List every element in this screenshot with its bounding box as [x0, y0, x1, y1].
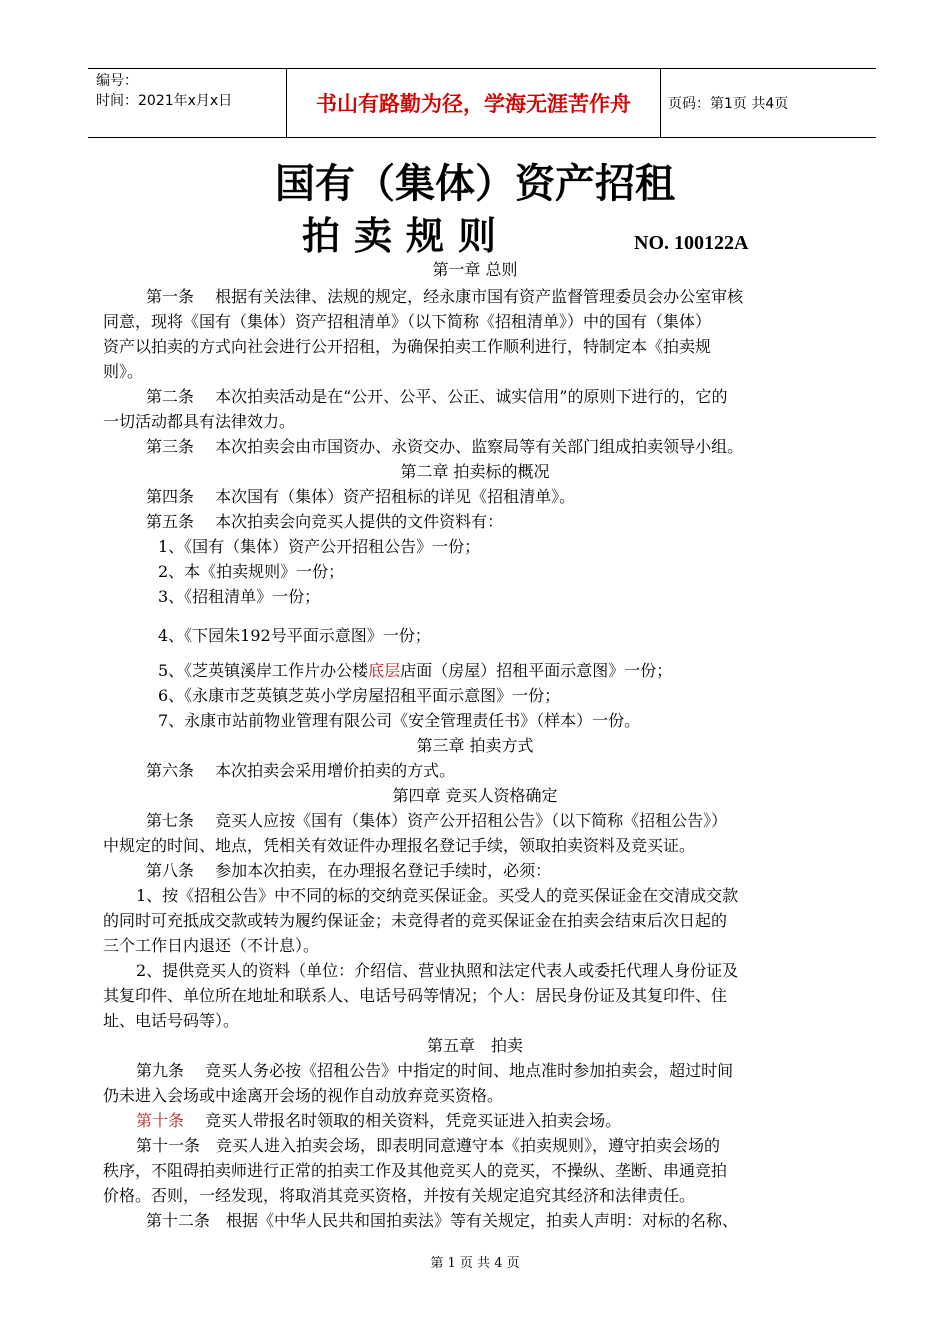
article-3-line: 第三条 本次拍卖会由市国资办、永资交办、监察局等有关部门组成拍卖领导小组。 — [146, 437, 744, 456]
serial-label: 编号： — [96, 73, 138, 89]
list-item: 6、《永康市芝英镇芝英小学房屋招租平面示意图》一份； — [158, 686, 561, 705]
article-7-line: 中规定的时间、地点，凭相关有效证件办理报名登记手续，领取拍卖资料及竞买证。 — [103, 836, 696, 855]
chapter-heading: 第四章 竞买人资格确定 — [392, 786, 558, 805]
article-9-line: 仍未进入会场或中途离开会场的视作自动放弃竞买资格。 — [103, 1086, 504, 1105]
article-1-line: 同意，现将《国有（集体）资产招租清单》（以下简称《招租清单》）中的国有（集体） — [103, 312, 712, 331]
article-8-line: 的同时可充抵成交款或转为履约保证金；未竞得者的竞买保证金在拍卖会结束后次日起的 — [103, 911, 728, 930]
article-8-line: 1、按《招租公告》中不同的标的交纳竞买保证金。买受人的竞买保证金在交清成交款 — [136, 886, 739, 905]
article-5-line: 第五条 本次拍卖会向竞买人提供的文件资料有： — [146, 512, 504, 531]
article-11-line: 秩序，不阻碍拍卖师进行正常的拍卖工作及其他竞买人的竞买，不操纵、垄断、串通竞拍 — [103, 1161, 728, 1180]
article-9-line: 第九条 竞买人务必按《招租公告》中指定的时间、地点准时参加拍卖会，超过时间 — [136, 1061, 734, 1080]
article-8-line: 其复印件、单位所在地址和联系人、电话号码等情况；个人：居民身份证及其复印件、住 — [103, 986, 728, 1005]
page-subtitle: 拍卖规则 — [302, 214, 511, 258]
list-item-text: 店面（房屋）招租平面示意图》一份； — [400, 661, 673, 680]
list-item-text: 5、《芝英镇溪岸工作片办公楼 — [158, 661, 369, 680]
article-1-line: 第一条 根据有关法律、法规的规定，经永康市国有资产监督管理委员会办公室审核 — [146, 287, 744, 306]
list-item: 3、《招租清单》一份； — [158, 587, 321, 606]
chapter-heading: 第五章 拍卖 — [426, 1036, 523, 1055]
header-left-cell — [96, 71, 286, 111]
list-item: 4、《下园朱192号平面示意图》一份； — [158, 626, 431, 645]
document-number: NO. 100122A — [634, 232, 749, 254]
chapter-heading: 第三章 拍卖方式 — [416, 736, 534, 755]
list-item: 7、永康市站前物业管理有限公司《安全管理责任书》（样本）一份。 — [158, 711, 641, 730]
article-11-line: 第十一条 竞买人进入拍卖会场，即表明同意遵守本《拍卖规则》，遵守拍卖会场的 — [136, 1136, 721, 1155]
article-2-line: 第二条 本次拍卖活动是在“公开、公平、公正、诚实信用”的原则下进行的，它的 — [146, 387, 728, 406]
article-7-line: 第七条 竞买人应按《国有（集体）资产公开招租公告》（以下简称《招租公告》） — [146, 811, 728, 830]
document-header — [88, 68, 876, 138]
article-10-text: 竞买人带报名时领取的相关资料，凭竞买证进入拍卖会场。 — [184, 1111, 622, 1130]
article-8-line: 第八条 参加本次拍卖，在办理报名登记手续时，必须： — [146, 861, 552, 880]
chapter-heading: 第一章 总则 — [432, 260, 518, 279]
motto: 书山有路勤为径，学海无涯苦作舟 — [316, 92, 631, 116]
article-1-line: 则》。 — [103, 362, 144, 381]
article-8-line: 址、电话号码等）。 — [103, 1011, 240, 1030]
article-10-line — [136, 1111, 621, 1131]
chapter-heading: 第二章 拍卖标的概况 — [400, 462, 550, 481]
article-8-line: 三个工作日内退还（不计息）。 — [103, 936, 320, 955]
article-2-line: 一切活动都具有法律效力。 — [103, 412, 296, 431]
page-label: 页码：第1页 共4页 — [668, 96, 789, 112]
page-footer: 第 1 页 共 4 页 — [430, 1256, 520, 1271]
list-item — [158, 661, 672, 681]
highlighted-text: 底层 — [368, 661, 401, 680]
list-item: 1、《国有（集体）资产公开招租公告》一份； — [158, 537, 481, 556]
article-11-line: 价格。否则，一经发现，将取消其竞买资格，并按有关规定追究其经济和法律责任。 — [103, 1186, 696, 1205]
article-10-label: 第十条 — [136, 1111, 185, 1130]
article-12-line: 第十二条 根据《中华人民共和国拍卖法》等有关规定，拍卖人声明：对标的名称、 — [146, 1211, 739, 1230]
article-4-line: 第四条 本次国有（集体）资产招租标的详见《招租清单》。 — [146, 487, 576, 506]
article-6-line: 第六条 本次拍卖会采用增价拍卖的方式。 — [146, 761, 456, 780]
page-title: 国有（集体）资产招租 — [275, 161, 675, 207]
article-1-line: 资产以拍卖的方式向社会进行公开招租，为确保拍卖工作顺利进行，特制定本《拍卖规 — [103, 337, 712, 356]
list-item: 2、本《拍卖规则》一份； — [158, 562, 345, 581]
time-label: 时间：2021年x月x日 — [96, 93, 233, 109]
header-motto-cell — [286, 69, 661, 137]
article-8-line: 2、提供竞买人的资料（单位：介绍信、营业执照和法定代表人或委托代理人身份证及 — [136, 961, 739, 980]
